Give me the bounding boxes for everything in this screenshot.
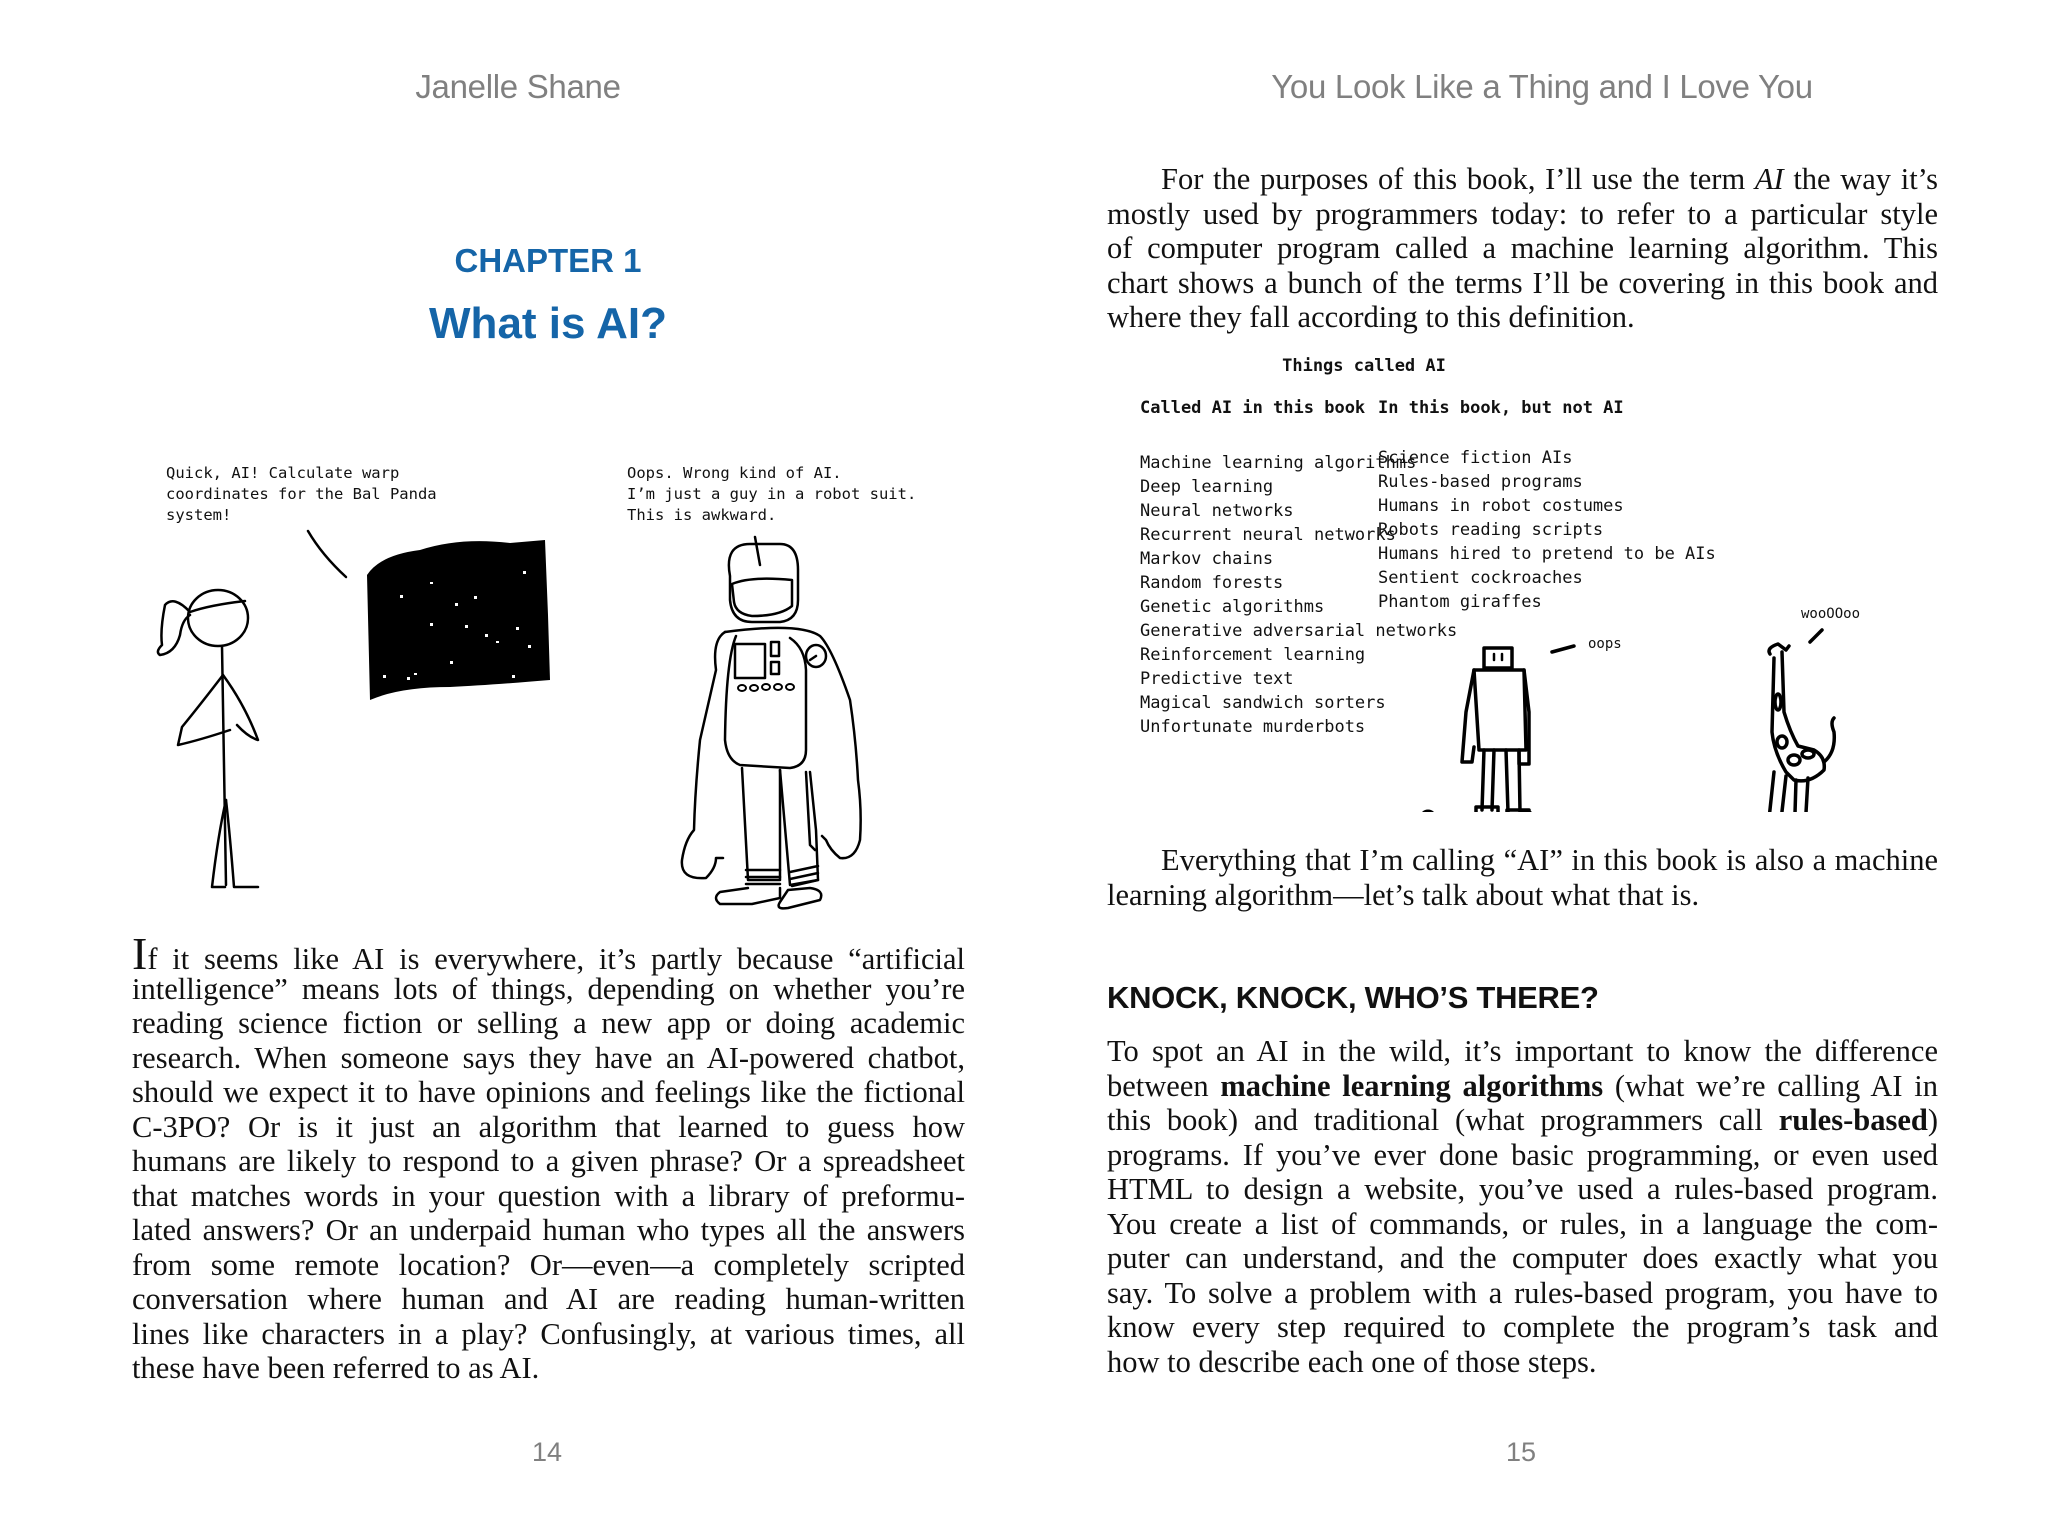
- human-speech-tail: [308, 531, 346, 577]
- figure-list-item: Recurrent neural networks: [1140, 525, 1396, 545]
- figure-list-item: Markov chains: [1140, 549, 1274, 569]
- giraffe-speech-tail: [1810, 630, 1822, 642]
- figure-list-item: Generative adversarial networks: [1140, 621, 1458, 641]
- running-head-author: Janelle Shane: [415, 68, 621, 105]
- astronaut-figure-icon: [682, 544, 861, 908]
- astronaut-speech-tail: [755, 537, 760, 565]
- figure-list-item: Phantom giraffes: [1378, 592, 1542, 612]
- paragraph-line: conversation where human and AI are reading human-written: [132, 1282, 965, 1316]
- bold-term: rules-based: [1778, 1103, 1928, 1137]
- starfield-icon: [367, 540, 550, 705]
- paragraph-line: where they fall according to this definition.: [1107, 300, 1635, 334]
- figure-list-item: Reinforcement learning: [1140, 645, 1366, 665]
- paragraph-line: HTML to design a website, you’ve used a rules-based program.: [1107, 1172, 1938, 1206]
- figure-list-item: Machine learning algorithms: [1140, 453, 1417, 473]
- chapter-label: CHAPTER 1: [454, 242, 642, 279]
- page-number: 15: [1506, 1437, 1537, 1467]
- figure-right-heading: In this book, but not AI: [1378, 398, 1624, 418]
- paragraph-line: If it seems like AI is everywhere, it’s partly because “artificial: [132, 928, 965, 979]
- paragraph-line: between machine learning algorithms (what we’re calling AI in: [1107, 1068, 1938, 1103]
- figure-list-item: Magical sandwich sorters: [1140, 693, 1386, 713]
- section-paragraph: [1107, 1034, 1938, 1379]
- paragraph-line: For the purposes of this book, I’ll use the term AI the way it’s: [1161, 162, 1939, 196]
- paragraph-line: learning algorithm—let’s talk about what that is.: [1107, 877, 1700, 912]
- figure-title: Things called AI: [1282, 356, 1446, 376]
- paragraph-line: know every step required to complete the program’s task and: [1107, 1310, 1938, 1344]
- bold-term: machine learning algorithms: [1220, 1068, 1604, 1103]
- figure-list-item: Unfortunate murderbots: [1140, 717, 1366, 737]
- phantom-giraffe-icon: [1766, 644, 1834, 812]
- figure-list-item: Deep learning: [1140, 477, 1274, 497]
- figure-list-item: Robots reading scripts: [1378, 520, 1604, 540]
- paragraph-line: intelligence” means lots of things, depending on whether you’re: [132, 971, 965, 1006]
- drop-cap: I: [132, 928, 148, 979]
- paragraph-line: puter can understand, and the computer does exactly what you: [1107, 1241, 1938, 1275]
- paragraph-line: that matches words in your question with a library of preformu-: [132, 1178, 965, 1213]
- paragraph-line: how to describe each one of those steps.: [1107, 1344, 1597, 1379]
- stick-figure-person-icon: [158, 590, 258, 887]
- comic-drawing: [130, 455, 970, 915]
- figure-left-heading: Called AI in this book: [1140, 398, 1366, 418]
- paragraph-line: research. When someone says they have an AI-powered chatbot,: [132, 1040, 965, 1075]
- astronaut-speech-bubble: Oops. Wrong kind of AI. I’m just a guy in a robot suit. This is awkward.: [627, 464, 917, 524]
- human-speech-bubble: Quick, AI! Calculate warp coordinates for the Bal Panda system!: [166, 464, 437, 524]
- figure-list-item: Random forests: [1140, 573, 1284, 593]
- comic-illustration: [130, 455, 970, 915]
- italic-term: AI: [1754, 162, 1784, 196]
- paragraph-line: should we expect it to have opinions and feelings like the fictional: [132, 1075, 965, 1109]
- things-called-ai-figure: [1134, 352, 1934, 812]
- paragraph-line: reading science fiction or selling a new app or doing academic: [132, 1006, 965, 1040]
- paragraph-line: lated answers? Or an underpaid human who types all the answers: [132, 1213, 965, 1247]
- running-head-title: You Look Like a Thing and I Love You: [1271, 68, 1813, 105]
- paragraph-line: these have been referred to as AI.: [132, 1351, 540, 1385]
- robot-icon: [1462, 648, 1529, 812]
- figure-list-item: Science fiction AIs: [1378, 448, 1573, 468]
- paragraph-line: programs. If you’ve ever done basic programming, or even used: [1107, 1137, 1938, 1172]
- paragraph-line: say. To solve a problem with a rules-based program, you have to: [1107, 1275, 1938, 1310]
- intro-paragraph: [132, 928, 965, 1386]
- figure-list-item: Humans in robot costumes: [1378, 496, 1624, 516]
- paragraph-line: this book) and traditional (what programmers call rules-based): [1107, 1103, 1938, 1137]
- figure-list-item: Sentient cockroaches: [1378, 568, 1583, 588]
- page-number: 14: [532, 1437, 563, 1467]
- paragraph-line: from some remote location? Or—even—a completely scripted: [132, 1247, 965, 1282]
- paragraph-line: of computer program called a machine learning algorithm. This: [1107, 231, 1938, 265]
- figure-list-item: Genetic algorithms: [1140, 597, 1325, 617]
- figure-list-item: Rules-based programs: [1378, 472, 1583, 492]
- right-page: [1024, 0, 2048, 1533]
- paragraph-line: C-3PO? Or is it just an algorithm that learned to guess how: [132, 1109, 965, 1144]
- paragraph-line: mostly used by programmers today: to refer to a particular style: [1107, 196, 1938, 231]
- robot-speech-tail: [1552, 646, 1574, 652]
- figure-list-item: Neural networks: [1140, 501, 1294, 521]
- figure-drawing: [1134, 352, 1934, 812]
- intro-paragraph: [1107, 162, 1938, 335]
- chapter-title: What is AI?: [429, 299, 667, 348]
- robot-caption: oops: [1588, 636, 1622, 652]
- paragraph-line: Everything that I’m calling “AI” in this book is also a machine: [1161, 843, 1938, 877]
- section-heading: KNOCK, KNOCK, WHO’S THERE?: [1107, 980, 1599, 1015]
- paragraph-line: To spot an AI in the wild, it’s important to know the difference: [1107, 1034, 1938, 1068]
- paragraph-line: chart shows a bunch of the terms I’ll be covering in this book and: [1107, 265, 1938, 300]
- figure-list-item: Predictive text: [1140, 669, 1294, 689]
- figure-list-item: Humans hired to pretend to be AIs: [1378, 544, 1716, 564]
- second-paragraph: [1107, 843, 1938, 912]
- paragraph-line: You create a list of commands, or rules, in a language the com-: [1107, 1206, 1938, 1241]
- paragraph-line: lines like characters in a play? Confusingly, at various times, all: [132, 1316, 965, 1351]
- giraffe-caption: wooOOoo: [1801, 606, 1861, 622]
- paragraph-line: humans are likely to respond to a given phrase? Or a spreadsheet: [132, 1144, 965, 1178]
